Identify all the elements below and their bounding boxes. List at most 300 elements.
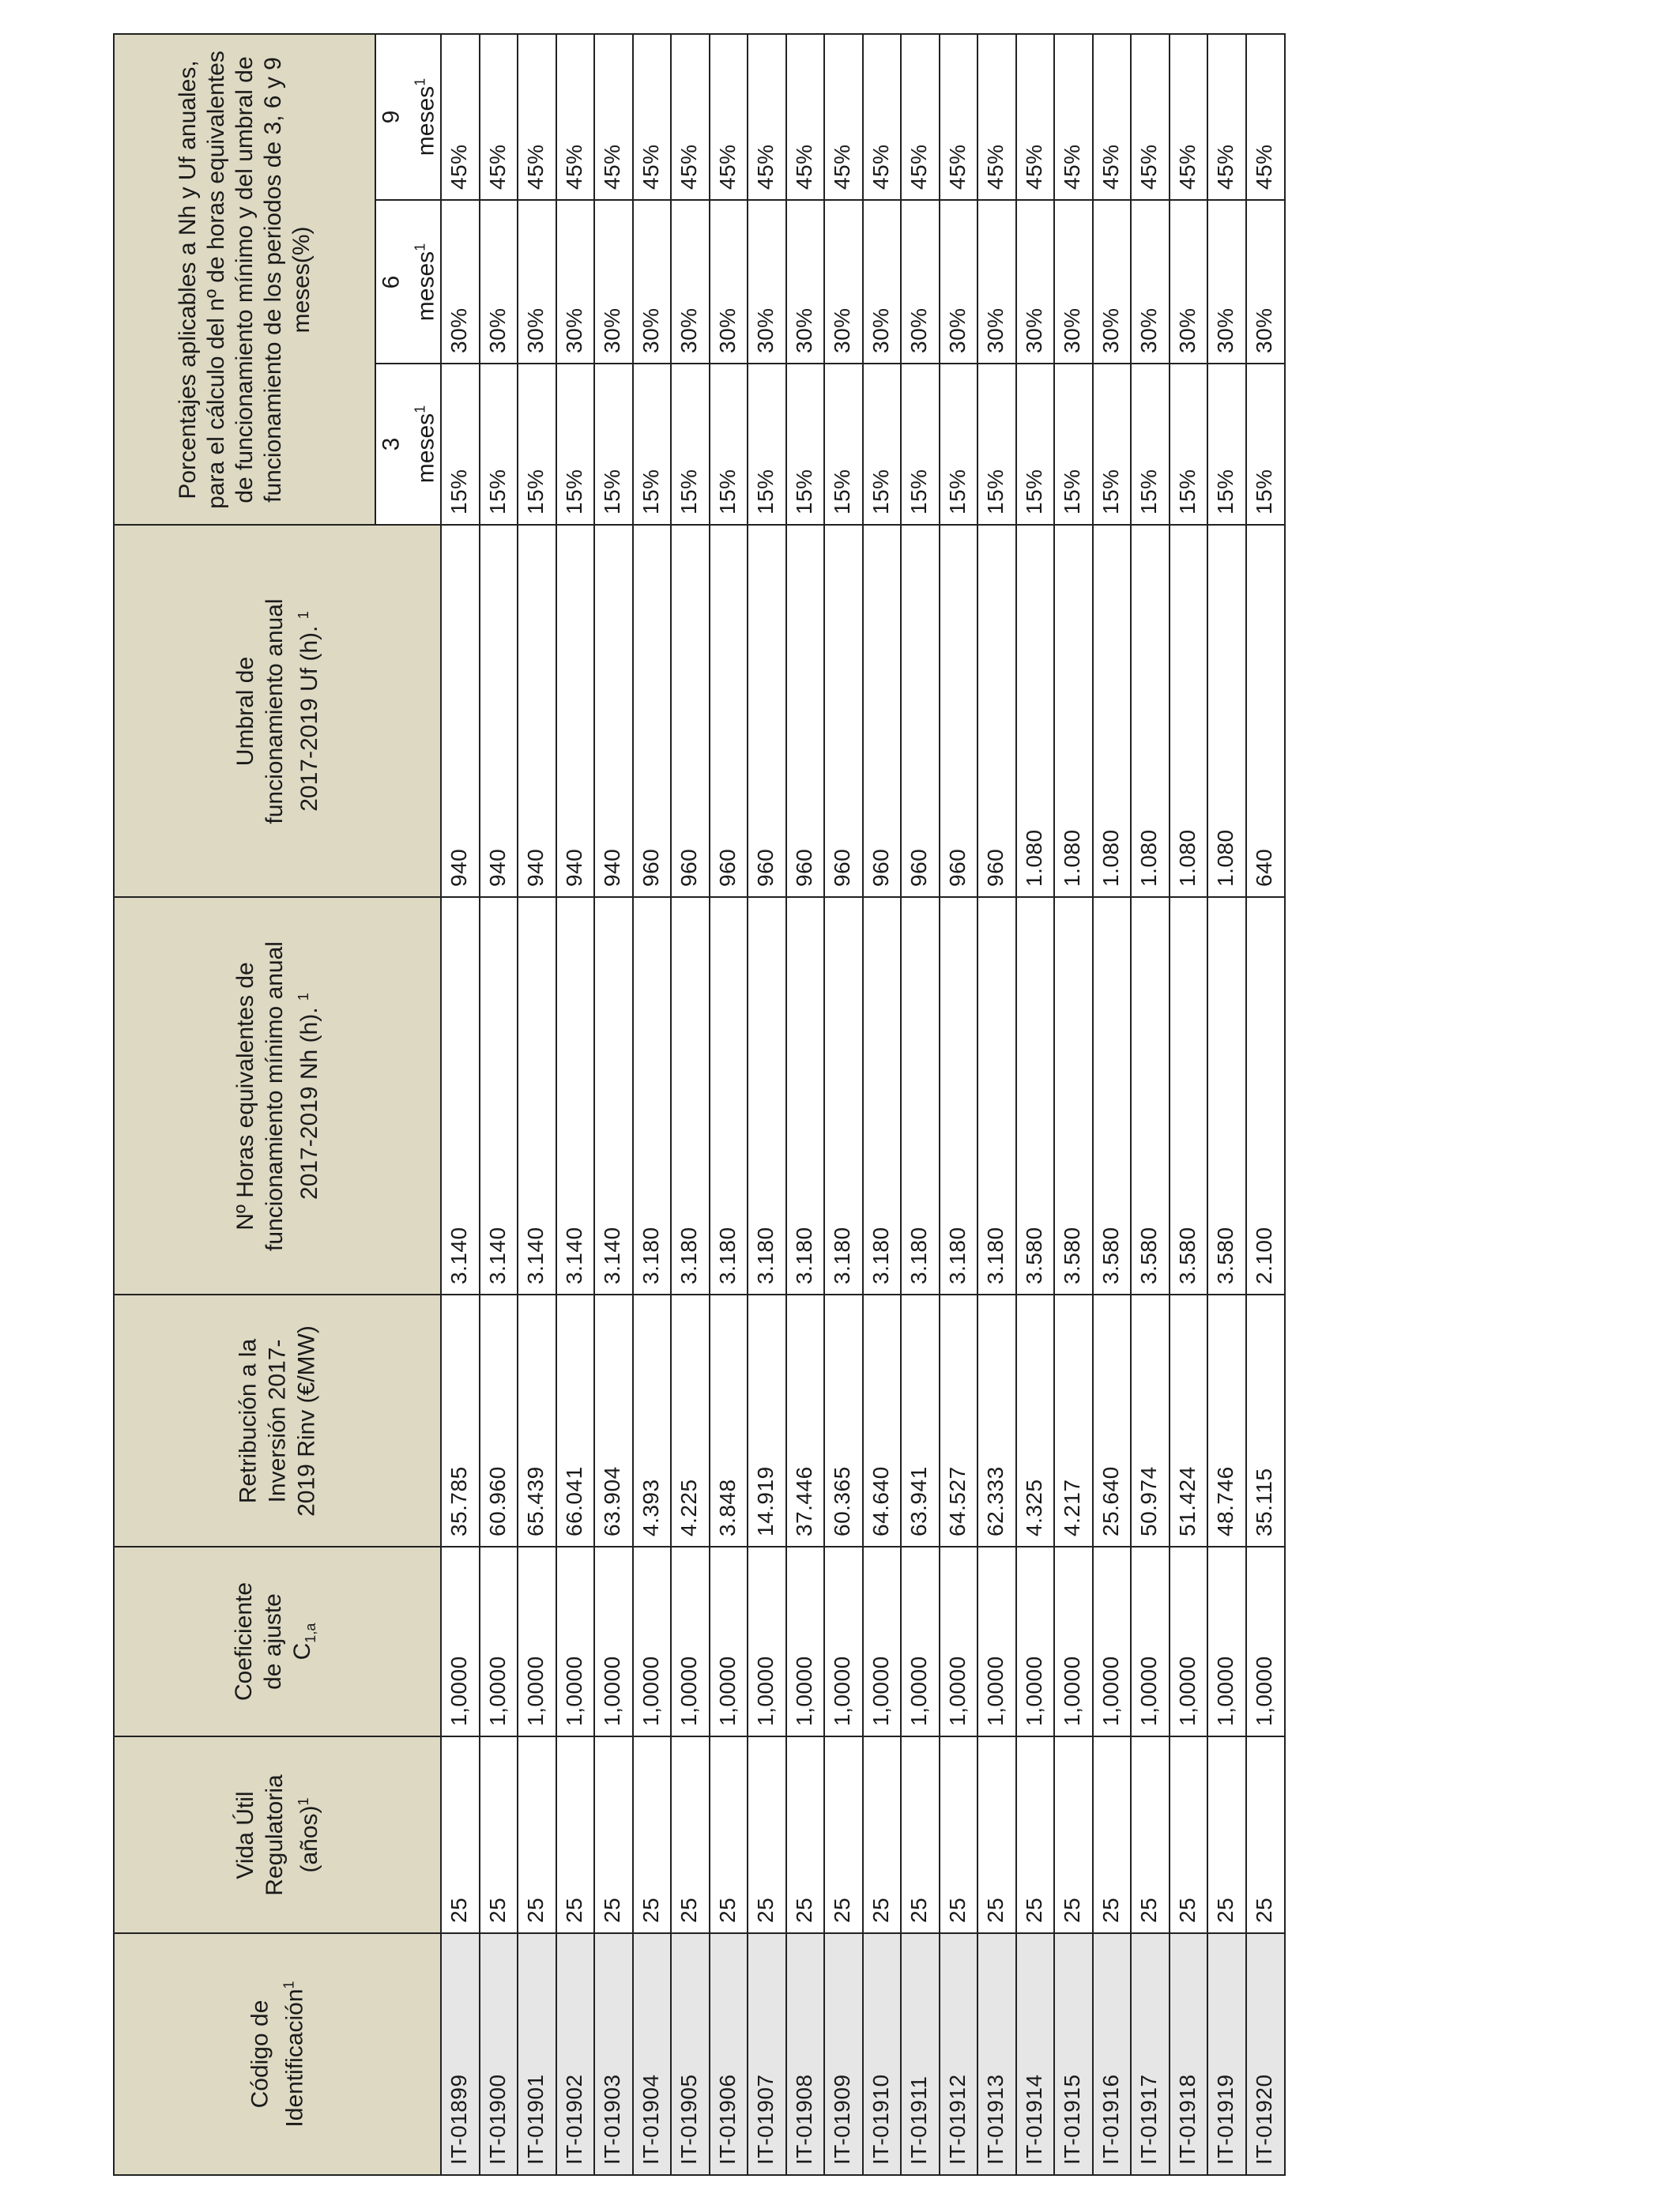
header-codigo-label: Código de Identificación (247, 1989, 308, 2128)
cell-coef (1245, 1546, 1286, 1737)
cell-rinv (977, 1294, 1017, 1547)
cell-vida (632, 1736, 672, 1934)
cell-codigo (440, 1932, 480, 2176)
cell-p3 (556, 363, 596, 526)
cell-uf-text: 1.080 (1174, 829, 1200, 887)
cell-uf (1092, 524, 1132, 898)
cell-p6-text: 30% (944, 307, 970, 353)
cell-rinv (823, 1294, 864, 1547)
cell-rinv-text: 50.974 (1136, 1466, 1161, 1536)
cell-uf (1169, 524, 1209, 898)
cell-p9-text: 45% (1251, 144, 1276, 190)
cell-uf-text: 960 (829, 848, 854, 887)
cell-coef-text: 1,0000 (1212, 1656, 1237, 1726)
cell-coef (785, 1546, 826, 1737)
cell-p6 (823, 199, 864, 364)
header-retribucion-label: Retribución a la Inversión 2017-2019 Rinv (€/MW) (235, 1325, 320, 1517)
cell-coef-text: 1,0000 (522, 1656, 548, 1726)
cell-rinv-text: 14.919 (752, 1466, 778, 1536)
cell-coef-text: 1,0000 (752, 1656, 778, 1726)
cell-p9-text: 45% (446, 144, 471, 190)
cell-nh (632, 896, 672, 1295)
cell-p6-text: 30% (1098, 307, 1123, 353)
cell-rinv-text: 60.960 (484, 1466, 510, 1536)
cell-vida (785, 1736, 826, 1934)
cell-nh (1207, 896, 1247, 1295)
cell-p3-text: 15% (1021, 469, 1046, 515)
cell-vida-text: 25 (1174, 1897, 1200, 1923)
cell-rinv-text: 66.041 (561, 1466, 586, 1536)
cell-vida (440, 1736, 480, 1934)
cell-vida-text: 25 (1136, 1897, 1161, 1923)
cell-p9 (785, 33, 826, 201)
cell-p9-text: 45% (484, 144, 510, 190)
cell-uf-text: 960 (944, 848, 970, 887)
cell-rinv-text: 51.424 (1174, 1466, 1200, 1536)
cell-nh (517, 896, 557, 1295)
cell-p6 (785, 199, 826, 364)
cell-p6-text: 30% (1136, 307, 1161, 353)
cell-rinv (1015, 1294, 1056, 1547)
cell-uf-text: 940 (484, 848, 510, 887)
cell-p3 (785, 363, 826, 526)
cell-nh-text: 3.180 (829, 1227, 854, 1284)
cell-uf-text: 1.080 (1212, 829, 1237, 887)
cell-codigo-text: IT-01910 (868, 2074, 893, 2165)
cell-p9-text: 45% (1098, 144, 1123, 190)
cell-uf (862, 524, 902, 898)
cell-p3-text: 15% (599, 469, 624, 515)
cell-uf-text: 1.080 (1059, 829, 1084, 887)
cell-nh-text: 3.580 (1059, 1227, 1084, 1284)
cell-uf (709, 524, 749, 898)
cell-p6 (593, 199, 634, 364)
cell-p3-text: 15% (484, 469, 510, 515)
header-umbral-label: Umbral de funcionamiento anual 2017-2019 Uf (h). (232, 598, 322, 824)
cell-p3-text: 15% (1136, 469, 1161, 515)
cell-rinv (862, 1294, 902, 1547)
cell-codigo-text: IT-01918 (1174, 2074, 1200, 2165)
cell-codigo-text: IT-01908 (791, 2074, 816, 2165)
cell-p6-text: 30% (1251, 307, 1276, 353)
cell-nh (900, 896, 940, 1295)
cell-codigo (823, 1932, 864, 2176)
cell-p3-text: 15% (752, 469, 778, 515)
cell-p9 (823, 33, 864, 201)
cell-p3-text: 15% (1212, 469, 1237, 515)
cell-uf (670, 524, 710, 898)
cell-p3 (517, 363, 557, 526)
cell-rinv-text: 60.365 (829, 1466, 854, 1536)
cell-codigo (632, 1932, 672, 2176)
cell-rinv (479, 1294, 519, 1547)
cell-codigo (1015, 1932, 1056, 2176)
cell-p6-text: 30% (791, 307, 816, 353)
cell-vida-text: 25 (1059, 1897, 1084, 1923)
cell-p3-text: 15% (1251, 469, 1276, 515)
cell-nh (440, 896, 480, 1295)
cell-vida (1169, 1736, 1209, 1934)
cell-p6 (1092, 199, 1132, 364)
cell-nh (1092, 896, 1132, 1295)
cell-coef (1169, 1546, 1209, 1737)
cell-uf (939, 524, 979, 898)
cell-p3-text: 15% (906, 469, 931, 515)
cell-p9-text: 45% (561, 144, 586, 190)
cell-coef-text: 1,0000 (829, 1656, 854, 1726)
cell-rinv (632, 1294, 672, 1547)
cell-vida-text: 25 (982, 1897, 1008, 1923)
header-vida-sup: 1 (296, 1796, 311, 1805)
cell-p6-text: 30% (522, 307, 548, 353)
cell-nh-text: 3.180 (982, 1227, 1008, 1284)
header-6-meses-sup: 1 (412, 243, 428, 251)
cell-uf-text: 1.080 (1021, 829, 1046, 887)
cell-p6 (1053, 199, 1094, 364)
cell-rinv (1207, 1294, 1247, 1547)
header-horas (113, 896, 442, 1295)
cell-codigo-text: IT-01905 (676, 2074, 701, 2165)
cell-coef (479, 1546, 519, 1737)
cell-uf (556, 524, 596, 898)
cell-vida (977, 1736, 1017, 1934)
cell-p6 (1169, 199, 1209, 364)
cell-p3 (1092, 363, 1132, 526)
cell-nh-text: 3.180 (638, 1227, 663, 1284)
cell-codigo-text: IT-01914 (1021, 2074, 1046, 2165)
header-9-meses-label: 9 meses (378, 85, 439, 156)
cell-p3-text: 15% (638, 469, 663, 515)
cell-p6-text: 30% (599, 307, 624, 353)
cell-coef (593, 1546, 634, 1737)
cell-coef-text: 1,0000 (676, 1656, 701, 1726)
cell-uf-text: 960 (714, 848, 740, 887)
cell-p3 (632, 363, 672, 526)
cell-nh-text: 3.180 (868, 1227, 893, 1284)
header-horas-sup: 1 (296, 992, 311, 1001)
cell-rinv (670, 1294, 710, 1547)
cell-vida-text: 25 (829, 1897, 854, 1923)
cell-p6-text: 30% (676, 307, 701, 353)
cell-p6 (1207, 199, 1247, 364)
cell-p6-text: 30% (1174, 307, 1200, 353)
cell-vida (593, 1736, 634, 1934)
cell-p6-text: 30% (829, 307, 854, 353)
cell-rinv-text: 63.904 (599, 1466, 624, 1536)
header-porcentajes-label: Porcentajes aplicables a Nh y Uf anuales, para el cálculo del nº de horas equivalentes de funcionamiento mínimo y del umbral de funcionamiento de los periodos de 3, 6 y 9 meses(%) (174, 50, 315, 509)
header-6-meses-label: 6 meses (378, 251, 439, 321)
cell-coef-text: 1,0000 (1251, 1656, 1276, 1726)
header-vida (113, 1736, 442, 1934)
cell-p3 (709, 363, 749, 526)
cell-p3 (593, 363, 634, 526)
header-9-meses (375, 33, 442, 201)
cell-uf-text: 940 (599, 848, 624, 887)
cell-coef (747, 1546, 787, 1737)
cell-uf (632, 524, 672, 898)
cell-p6 (747, 199, 787, 364)
cell-nh-text: 3.180 (906, 1227, 931, 1284)
cell-coef (709, 1546, 749, 1737)
cell-rinv-text: 62.333 (982, 1466, 1008, 1536)
header-9-meses-sup: 1 (412, 77, 428, 86)
cell-p3 (1169, 363, 1209, 526)
cell-p6-text: 30% (638, 307, 663, 353)
cell-p6-text: 30% (906, 307, 931, 353)
cell-coef-text: 1,0000 (1136, 1656, 1161, 1726)
cell-nh (593, 896, 634, 1295)
cell-coef (1130, 1546, 1170, 1737)
cell-vida-text: 25 (484, 1897, 510, 1923)
cell-codigo (900, 1932, 940, 2176)
cell-rinv (593, 1294, 634, 1547)
cell-codigo-text: IT-01899 (446, 2074, 471, 2165)
cell-rinv-text: 4.393 (638, 1479, 663, 1536)
cell-codigo (1169, 1932, 1209, 2176)
cell-codigo (1245, 1932, 1286, 2176)
cell-nh (670, 896, 710, 1295)
cell-nh (1169, 896, 1209, 1295)
cell-nh (785, 896, 826, 1295)
cell-uf (1245, 524, 1286, 898)
cell-vida-text: 25 (1251, 1897, 1276, 1923)
cell-codigo-text: IT-01900 (484, 2074, 510, 2165)
cell-nh-text: 3.140 (599, 1227, 624, 1284)
cell-nh-text: 3.180 (752, 1227, 778, 1284)
cell-rinv-text: 63.941 (906, 1466, 931, 1536)
cell-rinv (517, 1294, 557, 1547)
cell-coef-text: 1,0000 (868, 1656, 893, 1726)
cell-uf-text: 1.080 (1098, 829, 1123, 887)
cell-p9 (1053, 33, 1094, 201)
cell-p6 (939, 199, 979, 364)
cell-codigo (1053, 1932, 1094, 2176)
cell-coef-text: 1,0000 (944, 1656, 970, 1726)
cell-p6-text: 30% (1212, 307, 1237, 353)
cell-codigo-text: IT-01917 (1136, 2074, 1161, 2165)
cell-rinv (939, 1294, 979, 1547)
cell-p3-text: 15% (791, 469, 816, 515)
cell-p3-text: 15% (522, 469, 548, 515)
cell-vida (900, 1736, 940, 1934)
cell-vida (556, 1736, 596, 1934)
cell-codigo-text: IT-01903 (599, 2074, 624, 2165)
cell-p9-text: 45% (1021, 144, 1046, 190)
cell-p6 (1130, 199, 1170, 364)
cell-nh (479, 896, 519, 1295)
cell-codigo (593, 1932, 634, 2176)
cell-codigo-text: IT-01912 (944, 2074, 970, 2165)
cell-codigo (747, 1932, 787, 2176)
cell-uf (1015, 524, 1056, 898)
cell-rinv-text: 4.325 (1021, 1479, 1046, 1536)
cell-p3-text: 15% (1174, 469, 1200, 515)
cell-p9 (1207, 33, 1247, 201)
cell-nh (1130, 896, 1170, 1295)
cell-uf-text: 960 (752, 848, 778, 887)
cell-p9 (517, 33, 557, 201)
cell-p3 (823, 363, 864, 526)
cell-p3-text: 15% (982, 469, 1008, 515)
cell-rinv-text: 64.640 (868, 1466, 893, 1536)
cell-vida-text: 25 (906, 1897, 931, 1923)
cell-vida-text: 25 (868, 1897, 893, 1923)
cell-p9 (440, 33, 480, 201)
cell-p9-text: 45% (829, 144, 854, 190)
header-3-meses (375, 363, 442, 526)
cell-p3-text: 15% (1098, 469, 1123, 515)
cell-p3-text: 15% (1059, 469, 1084, 515)
cell-p6-text: 30% (484, 307, 510, 353)
cell-p6 (862, 199, 902, 364)
cell-codigo (977, 1932, 1017, 2176)
cell-p3-text: 15% (561, 469, 586, 515)
cell-coef-text: 1,0000 (906, 1656, 931, 1726)
cell-p9-text: 45% (791, 144, 816, 190)
header-codigo-sup: 1 (281, 1981, 297, 1989)
cell-uf (747, 524, 787, 898)
cell-p9-text: 45% (1174, 144, 1200, 190)
header-porcentajes (113, 33, 376, 526)
cell-coef (977, 1546, 1017, 1737)
cell-p6-text: 30% (561, 307, 586, 353)
cell-coef-text: 1,0000 (1059, 1656, 1084, 1726)
cell-p6 (670, 199, 710, 364)
cell-rinv (709, 1294, 749, 1547)
cell-nh-text: 3.580 (1136, 1227, 1161, 1284)
cell-codigo (1092, 1932, 1132, 2176)
cell-nh-text: 3.580 (1098, 1227, 1123, 1284)
cell-nh (556, 896, 596, 1295)
cell-codigo-text: IT-01907 (752, 2074, 778, 2165)
cell-rinv-text: 4.225 (676, 1479, 701, 1536)
header-umbral (113, 524, 442, 898)
cell-vida (709, 1736, 749, 1934)
cell-uf-text: 960 (791, 848, 816, 887)
cell-p3-text: 15% (446, 469, 471, 515)
cell-codigo-text: IT-01920 (1251, 2074, 1276, 2165)
cell-uf-text: 960 (676, 848, 701, 887)
cell-p3 (1207, 363, 1247, 526)
cell-p9 (593, 33, 634, 201)
cell-vida (1053, 1736, 1094, 1934)
cell-uf (977, 524, 1017, 898)
cell-rinv-text: 25.640 (1098, 1466, 1123, 1536)
cell-vida-text: 25 (599, 1897, 624, 1923)
cell-vida-text: 25 (676, 1897, 701, 1923)
cell-coef-text: 1,0000 (1174, 1656, 1200, 1726)
cell-uf (479, 524, 519, 898)
cell-codigo (1207, 1932, 1247, 2176)
cell-vida-text: 25 (791, 1897, 816, 1923)
header-3-meses-sup: 1 (412, 405, 428, 413)
cell-p9 (900, 33, 940, 201)
cell-p6-text: 30% (868, 307, 893, 353)
cell-rinv-text: 35.785 (446, 1466, 471, 1536)
cell-uf (900, 524, 940, 898)
cell-p6-text: 30% (714, 307, 740, 353)
cell-coef (670, 1546, 710, 1737)
cell-vida-text: 25 (1021, 1897, 1046, 1923)
cell-rinv (440, 1294, 480, 1547)
cell-rinv (1092, 1294, 1132, 1547)
cell-vida (1092, 1736, 1132, 1934)
cell-rinv (1169, 1294, 1209, 1547)
cell-nh-text: 3.180 (791, 1227, 816, 1284)
cell-rinv-text: 3.848 (714, 1479, 740, 1536)
cell-vida (1207, 1736, 1247, 1934)
cell-p9-text: 45% (599, 144, 624, 190)
cell-p3-text: 15% (868, 469, 893, 515)
cell-p3 (977, 363, 1017, 526)
cell-p9 (479, 33, 519, 201)
cell-coef-text: 1,0000 (714, 1656, 740, 1726)
cell-vida-text: 25 (638, 1897, 663, 1923)
header-coef-symbol: C (289, 1642, 315, 1661)
cell-uf (785, 524, 826, 898)
cell-coef-text: 1,0000 (1098, 1656, 1123, 1726)
cell-codigo (670, 1932, 710, 2176)
cell-p9 (1169, 33, 1209, 201)
cell-p6 (1245, 199, 1286, 364)
cell-codigo (939, 1932, 979, 2176)
cell-nh (747, 896, 787, 1295)
cell-p9 (862, 33, 902, 201)
cell-uf (517, 524, 557, 898)
cell-p3 (747, 363, 787, 526)
cell-codigo (1130, 1932, 1170, 2176)
cell-p3 (939, 363, 979, 526)
cell-coef (1053, 1546, 1094, 1737)
cell-codigo-text: IT-01904 (638, 2074, 663, 2165)
cell-p9-text: 45% (1136, 144, 1161, 190)
cell-codigo (479, 1932, 519, 2176)
cell-p3-text: 15% (829, 469, 854, 515)
cell-codigo-text: IT-01902 (561, 2074, 586, 2165)
cell-p9-text: 45% (714, 144, 740, 190)
cell-p6-text: 30% (752, 307, 778, 353)
cell-rinv-text: 4.217 (1059, 1479, 1084, 1536)
cell-nh-text: 3.180 (676, 1227, 701, 1284)
cell-nh (1015, 896, 1056, 1295)
cell-coef-text: 1,0000 (982, 1656, 1008, 1726)
cell-vida-text: 25 (522, 1897, 548, 1923)
cell-coef (823, 1546, 864, 1737)
cell-coef (1015, 1546, 1056, 1737)
cell-vida-text: 25 (714, 1897, 740, 1923)
cell-vida-text: 25 (446, 1897, 471, 1923)
cell-codigo-text: IT-01909 (829, 2074, 854, 2165)
cell-p3-text: 15% (944, 469, 970, 515)
cell-p6 (977, 199, 1017, 364)
cell-rinv (1053, 1294, 1094, 1547)
cell-vida (670, 1736, 710, 1934)
cell-p9 (1015, 33, 1056, 201)
cell-vida-text: 25 (1212, 1897, 1237, 1923)
cell-coef-text: 1,0000 (561, 1656, 586, 1726)
cell-rinv-text: 35.115 (1251, 1468, 1276, 1536)
cell-p3 (862, 363, 902, 526)
header-vida-label: Vida Útil Regulatoria (años) (232, 1774, 322, 1896)
cell-vida (862, 1736, 902, 1934)
cell-p9 (747, 33, 787, 201)
cell-nh-text: 3.140 (561, 1227, 586, 1284)
cell-p9-text: 45% (638, 144, 663, 190)
cell-p9-text: 45% (1212, 144, 1237, 190)
cell-nh-text: 3.140 (446, 1227, 471, 1284)
cell-p9 (1245, 33, 1286, 201)
cell-uf-text: 960 (638, 848, 663, 887)
